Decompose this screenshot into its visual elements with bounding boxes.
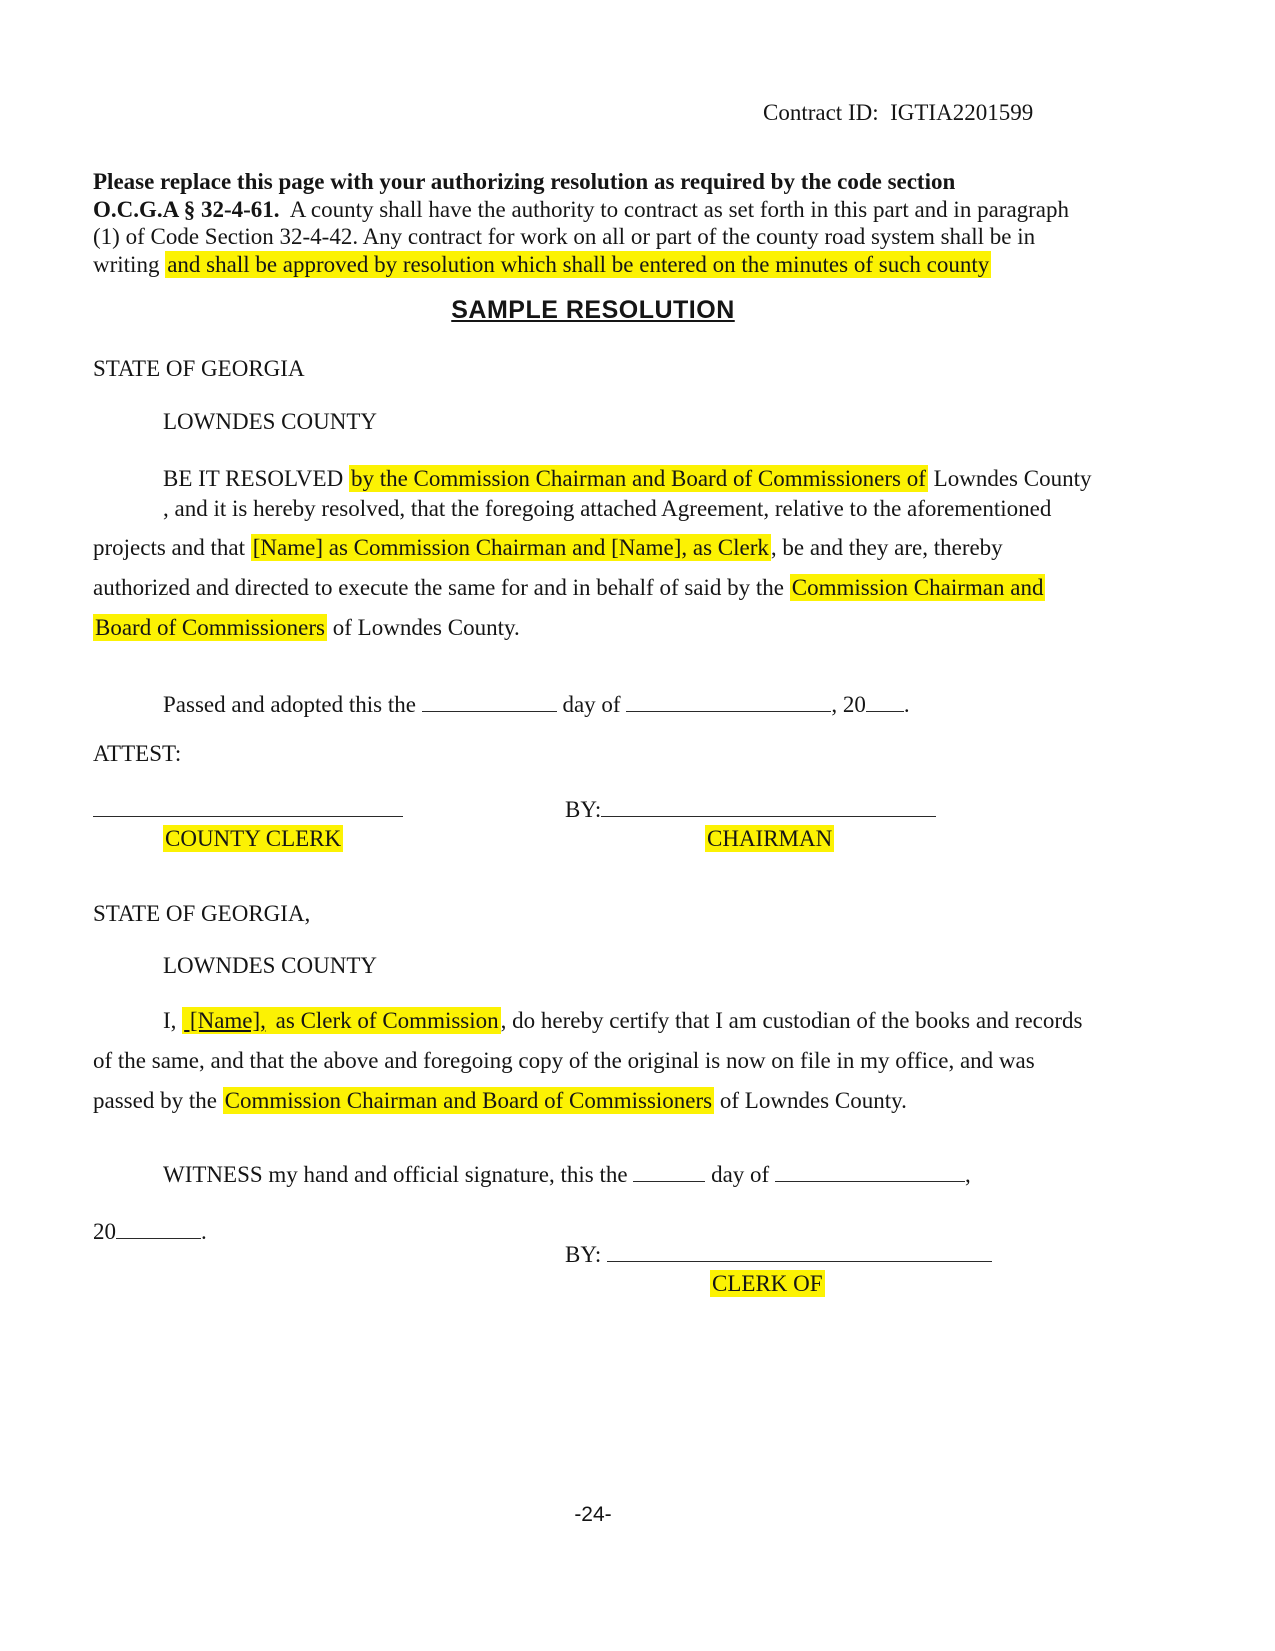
- lowndes-county-1: LOWNDES COUNTY: [163, 409, 378, 434]
- chairman-signature-column: [565, 796, 1025, 852]
- blank-witness-year: [116, 1218, 201, 1239]
- code-section-reference: O.C.G.A § 32-4-61.: [93, 196, 280, 222]
- clerk-name-placeholder: [Name],: [184, 1008, 266, 1033]
- resolution-line-4: authorized and directed to execute the same for and in behalf of said by the Commission Chairman and: [93, 575, 1044, 600]
- intro-line-3: (1) of Code Section 32-4-42. Any contract for work on all or part of the county road system shall be in: [93, 224, 1036, 249]
- clerk-of-signature-line: [607, 1241, 992, 1262]
- resolution-line-2: , and it is hereby resolved, that the foregoing attached Agreement, relative to the aforementioned: [163, 496, 1052, 521]
- highlighted-text: [Name] as Commission Chairman and [Name], as Clerk: [252, 535, 769, 560]
- page-title: SAMPLE RESOLUTION: [451, 296, 735, 324]
- clerk-of-label: CLERK OF: [712, 1271, 823, 1296]
- intro-line-1: Please replace this page with your authorizing resolution as required by the code section: [93, 169, 956, 194]
- highlighted-text: Commission Chairman and Board of Commissioners: [224, 1088, 713, 1113]
- by-label-1: BY:: [565, 797, 602, 822]
- blank-year: [866, 691, 904, 712]
- clerk-signature-line: [93, 796, 403, 817]
- blank-witness-month: [775, 1161, 965, 1182]
- certification-line-3: passed by the Commission Chairman and Board of Commissioners of Lowndes County.: [93, 1088, 907, 1113]
- section-title-wrap: [93, 296, 1093, 325]
- attest-label: ATTEST:: [93, 741, 182, 766]
- county-clerk-label: COUNTY CLERK: [165, 826, 342, 851]
- resolution-line-5: Board of Commissioners of Lowndes County.: [95, 615, 520, 640]
- witness-line: WITNESS my hand and official signature, this the day of ,: [163, 1162, 971, 1187]
- contract-id: Contract ID: IGTIA2201599: [763, 100, 1034, 125]
- certification-line-2: of the same, and that the above and foregoing copy of the original is now on file in my office, and was: [93, 1048, 1035, 1073]
- witness-year-line: 20 .: [93, 1219, 207, 1244]
- resolution-line-1: BE IT RESOLVED by the Commission Chairman and Board of Commissioners of Lowndes County: [163, 466, 1092, 491]
- by-label-2: BY:: [565, 1242, 607, 1267]
- state-of-georgia-1: STATE OF GEORGIA: [93, 356, 305, 381]
- intro-line-2: O.C.G.A § 32-4-61. A county shall have the authority to contract as set forth in this part and in paragraph: [93, 196, 1070, 222]
- highlighted-text: Board of Commissioners: [95, 615, 325, 640]
- chairman-signature-line: [601, 796, 936, 817]
- blank-witness-day: [633, 1161, 705, 1182]
- highlighted-text: and shall be approved by resolution which shall be entered on the minutes of such county: [167, 251, 990, 277]
- blank-month: [626, 691, 831, 712]
- signature-block-2: [565, 1241, 992, 1297]
- intro-paragraph: [93, 168, 1103, 278]
- blank-day-number: [422, 691, 557, 712]
- highlighted-text: Commission Chairman and: [791, 575, 1044, 600]
- clerk-signature-column: [93, 796, 513, 852]
- state-of-georgia-2: STATE OF GEORGIA,: [93, 901, 311, 926]
- signature-block-1: [93, 796, 1093, 852]
- highlighted-text: as Clerk of Commission: [269, 1008, 499, 1033]
- chairman-label: CHAIRMAN: [707, 826, 833, 851]
- intro-line-4: writing and shall be approved by resolution which shall be entered on the minutes of such county: [93, 251, 990, 277]
- lowndes-county-2: LOWNDES COUNTY: [163, 953, 378, 978]
- highlighted-text: by the Commission Chairman and Board of Commissioners of: [350, 466, 926, 491]
- passed-adopted-line: Passed and adopted this the day of , 20 .: [163, 692, 910, 717]
- certification-line-1: I, [Name], as Clerk of Commission, do hereby certify that I am custodian of the books and records: [163, 1008, 1083, 1033]
- page-number: -24-: [574, 1503, 612, 1526]
- resolution-line-3: projects and that [Name] as Commission Chairman and [Name], as Clerk, be and they are, thereby: [93, 535, 1003, 560]
